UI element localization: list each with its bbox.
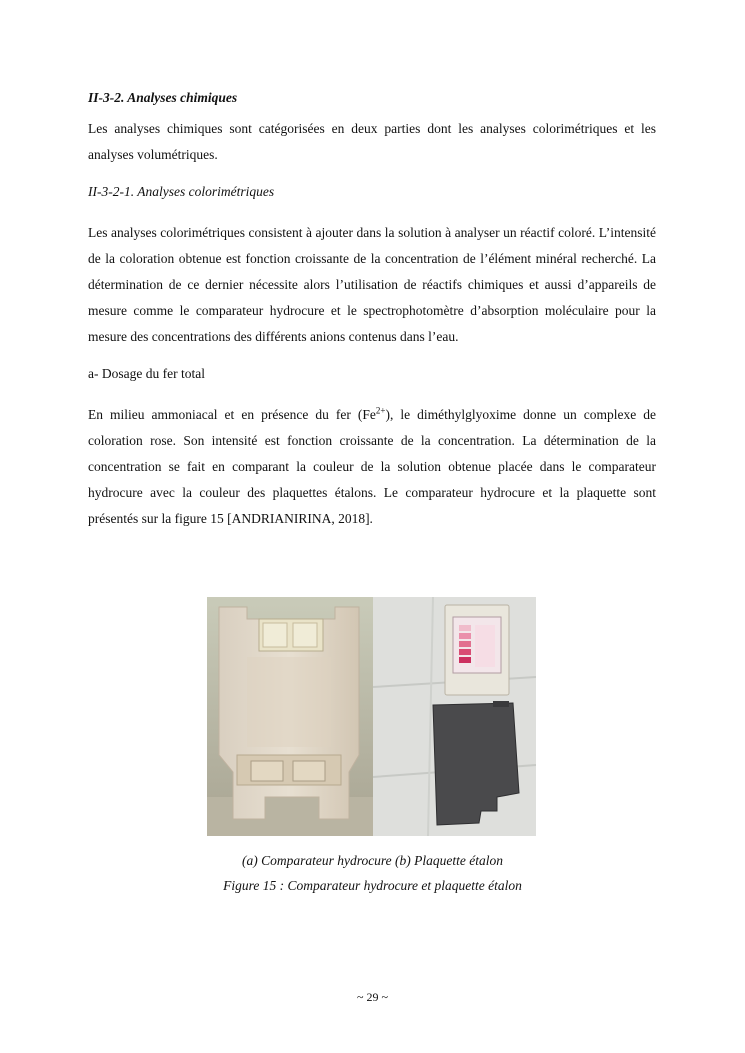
ion-charge: 2+ — [375, 405, 386, 416]
iron-paragraph — [88, 402, 656, 532]
iron-text-end: ), le diméthylglyoxime donne un complexe de coloration rose. Son intensité est fonction croissante de la concentration. La détermination de la concentration se fait en comparant la couleur de la solution obtenue placée dans le comparateur hydrocure avec la couleur des plaquettes étalons. Le comparateur hydrocure et la plaquette sont présentés sur la figure 15 [ANDRIANIRINA, 2018]. — [88, 407, 656, 526]
figure-photos — [207, 597, 536, 836]
item-heading: a- Dosage du fer total — [88, 366, 205, 381]
intro-paragraph: Les analyses chimiques sont catégorisées en deux parties dont les analyses colorimétriques et les analyses volumétriques. — [88, 121, 656, 162]
colorimetric-paragraph: Les analyses colorimétriques consistent à ajouter dans la solution à analyser un réactif coloré. L’intensité de la coloration obtenue est fonction croissante de la concentration de l’élément minéral recherché. La détermination de ce dernier nécessite alors l’utilisation de réactifs chimiques et aussi d’appareils de mesure comme le comparateur hydrocure et le spectrophotomètre d’absorption moléculaire pour la mesure des concentrations des différents anions contenus dans l’eau. — [88, 225, 656, 344]
comparator-photo — [207, 597, 373, 836]
standard-plate-photo — [373, 597, 536, 836]
figure-caption: Figure 15 : Comparateur hydrocure et plaquette étalon — [223, 878, 522, 893]
page-number: ~ 29 ~ — [357, 990, 388, 1004]
section-heading: II-3-2. Analyses chimiques — [88, 90, 238, 105]
figure-subcaptions: (a) Comparateur hydrocure (b) Plaquette étalon — [241, 853, 504, 868]
page-body — [88, 82, 656, 532]
iron-text-start: En milieu ammoniacal et en présence du fer (Fe — [88, 407, 376, 422]
subsection-heading: II-3-2-1. Analyses colorimétriques — [88, 184, 275, 199]
